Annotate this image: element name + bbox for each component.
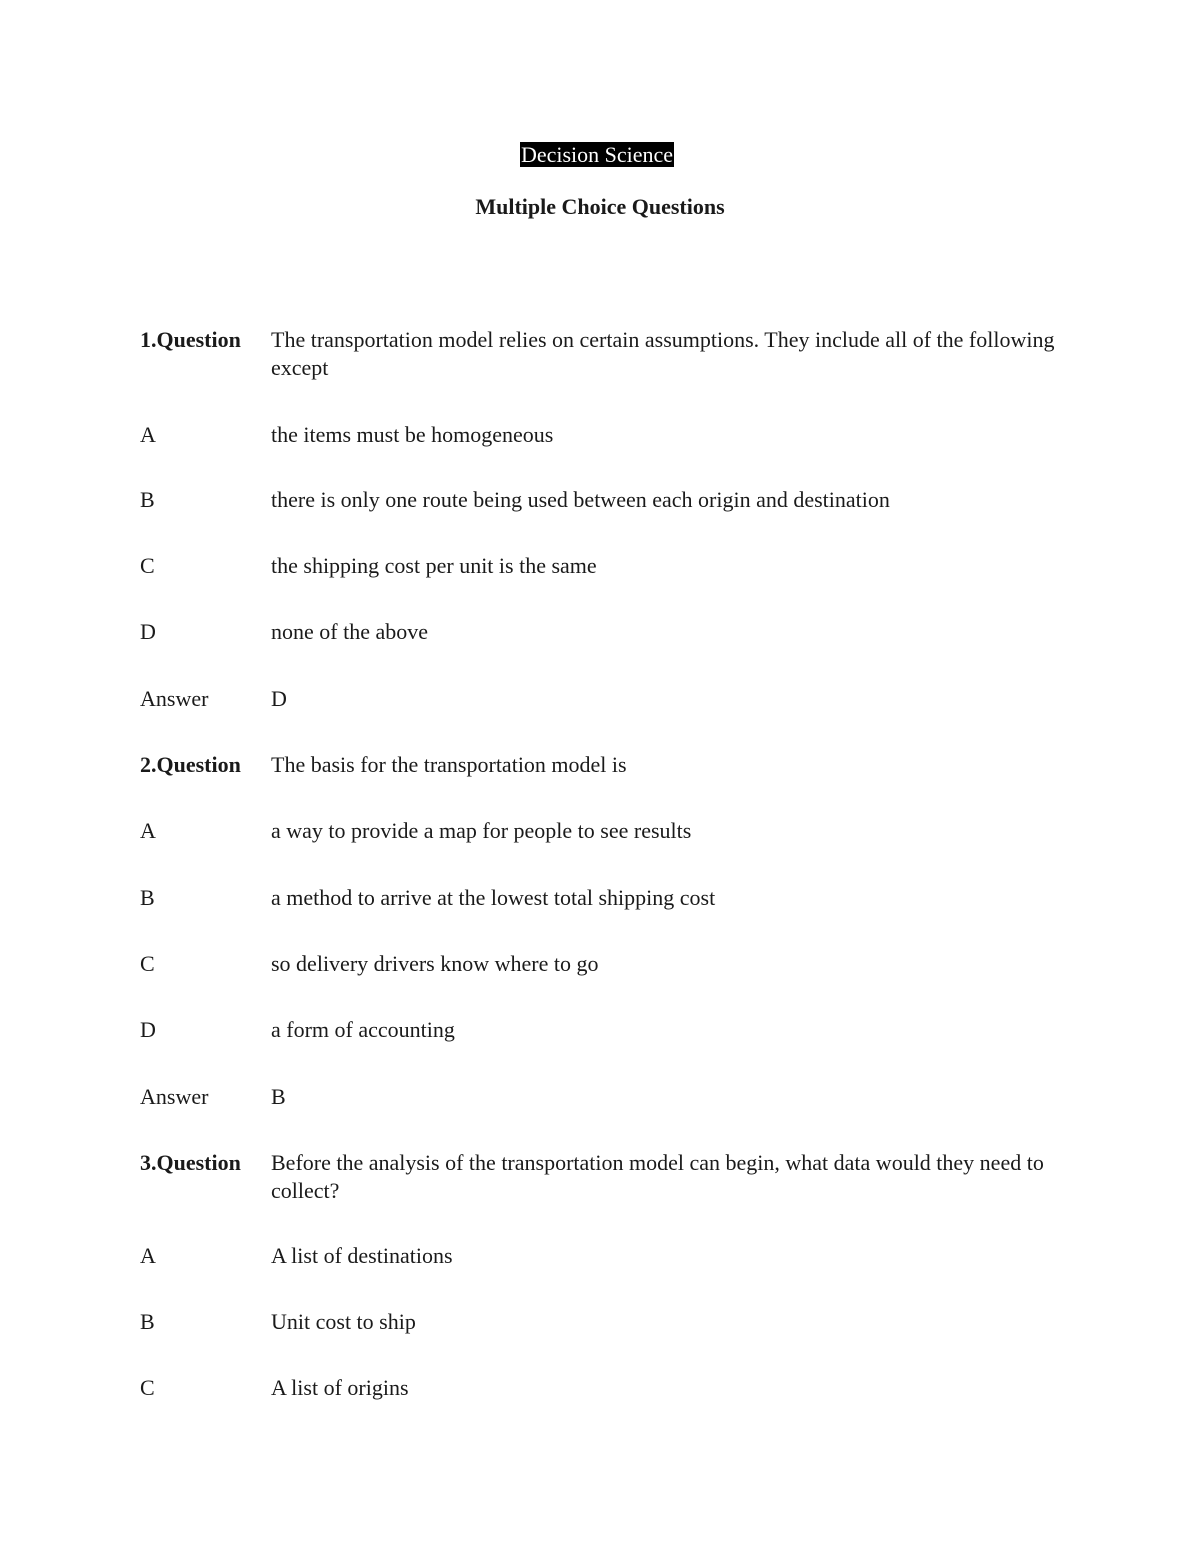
option-text: none of the above [271,619,428,644]
document-title [0,141,1194,169]
option-text: the items must be homogeneous [271,422,554,447]
option-letter: A [140,422,156,447]
option-text: A list of destinations [271,1243,453,1268]
answer-value: B [271,1084,286,1109]
question-text: Before the analysis of the transportation model can begin, what data would they need to collect? [271,1150,1044,1203]
option-text: Unit cost to ship [271,1309,416,1334]
option-letter: D [140,619,156,644]
option-letter: B [140,487,155,512]
question-label: 2.Question [140,752,241,777]
option-letter: A [140,818,156,843]
question-text: The transportation model relies on certain assumptions. They include all of the following except [271,327,1055,380]
option-letter: B [140,1309,155,1334]
document-title-text: Decision Science [520,142,674,167]
option-text: a form of accounting [271,1017,455,1042]
question-label: 1.Question [140,327,241,352]
option-letter: C [140,553,155,578]
option-text: A list of origins [271,1375,409,1400]
option-text: there is only one route being used between each origin and destination [271,487,890,512]
option-letter: C [140,1375,155,1400]
answer-label: Answer [140,686,209,711]
option-text: the shipping cost per unit is the same [271,553,597,578]
option-text: so delivery drivers know where to go [271,951,599,976]
answer-label: Answer [140,1084,209,1109]
option-letter: A [140,1243,156,1268]
option-letter: D [140,1017,156,1042]
question-label: 3.Question [140,1150,241,1175]
option-text: a way to provide a map for people to see results [271,818,692,843]
document-subtitle: Multiple Choice Questions [475,194,725,219]
question-text: The basis for the transportation model is [271,752,627,777]
option-letter: B [140,885,155,910]
option-text: a method to arrive at the lowest total shipping cost [271,885,716,910]
option-letter: C [140,951,155,976]
answer-value: D [271,686,287,711]
